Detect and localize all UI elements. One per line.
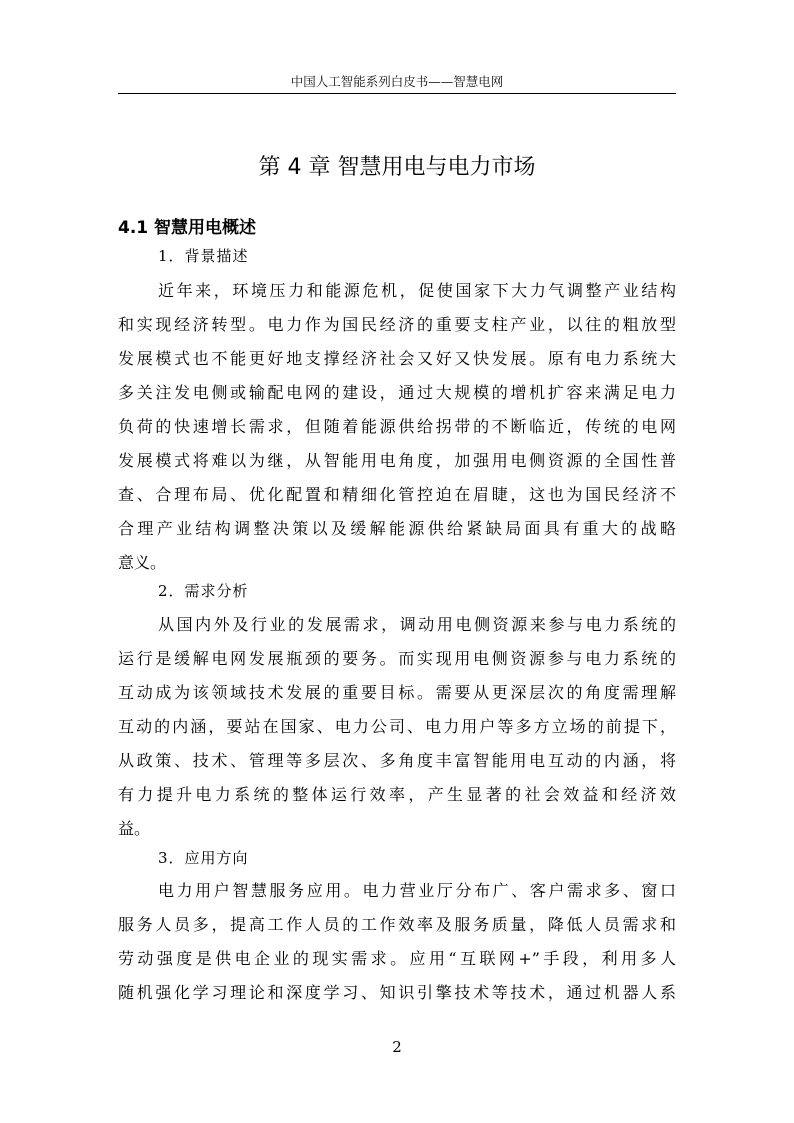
page-number: 2 <box>392 1038 402 1056</box>
paragraph-line: 劳动强度是供电企业的现实需求。应用“互联网+”手段，利用多人 <box>118 949 676 968</box>
paragraph-line: 合理产业结构调整决策以及缓解能源供给紧缺局面具有重大的战略 <box>118 519 676 538</box>
paragraph-line: 多关注发电侧或输配电网的建设，通过大规模的增机扩容来满足电力 <box>118 383 676 402</box>
paragraph-line: 互动成为该领域技术发展的重要目标。需要从更深层次的角度需理解 <box>118 683 676 702</box>
paragraph-line: 互动的内涵，要站在国家、电力公司、电力用户等多方立场的前提下， <box>118 717 676 736</box>
chapter-title: 第 4 章 智慧用电与电力市场 <box>258 155 536 180</box>
paragraph-line: 随机强化学习理论和深度学习、知识引擎技术等技术，通过机器人系 <box>118 983 676 1002</box>
subsection-heading-applications: 3．应用方向 <box>158 849 249 867</box>
paragraph-line: 发展模式将难以为继，从智能用电角度，加强用电侧资源的全国性普 <box>118 451 676 470</box>
paragraph-line: 从国内外及行业的发展需求，调动用电侧资源来参与电力系统的 <box>158 615 676 634</box>
subsection-heading-background: 1．背景描述 <box>158 247 249 265</box>
paragraph-line: 查、合理布局、优化配置和精细化管控迫在眉睫，这也为国民经济不 <box>118 485 676 504</box>
paragraph-line: 从政策、技术、管理等多层次、多角度丰富智能用电互动的内涵，将 <box>118 751 676 770</box>
paragraph-line: 和实现经济转型。电力作为国民经济的重要支柱产业，以往的粗放型 <box>118 315 676 334</box>
subsection-heading-requirements: 2．需求分析 <box>158 582 249 600</box>
paragraph-line: 意义。 <box>118 553 167 572</box>
paragraph-line: 发展模式也不能更好地支撑经济社会又好又快发展。原有电力系统大 <box>118 349 676 368</box>
paragraph-line: 电力用户智慧服务应用。电力营业厅分布广、客户需求多、窗口 <box>158 881 676 900</box>
section-title: 4.1 智慧用电概述 <box>118 218 257 238</box>
running-header: 中国人工智能系列白皮书——智慧电网 <box>290 74 504 89</box>
paragraph-line: 近年来，环境压力和能源危机，促使国家下大力气调整产业结构 <box>158 281 676 300</box>
paragraph-line: 益。 <box>118 819 151 838</box>
header-rule <box>118 93 676 94</box>
paragraph-line: 运行是缓解电网发展瓶颈的要务。而实现用电侧资源参与电力系统的 <box>118 649 676 668</box>
paragraph-line: 有力提升电力系统的整体运行效率，产生显著的社会效益和经济效 <box>118 785 676 804</box>
paragraph-line: 负荷的快速增长需求，但随着能源供给拐带的不断临近，传统的电网 <box>118 417 676 436</box>
paragraph-line: 服务人员多，提高工作人员的工作效率及服务质量，降低人员需求和 <box>118 915 676 934</box>
